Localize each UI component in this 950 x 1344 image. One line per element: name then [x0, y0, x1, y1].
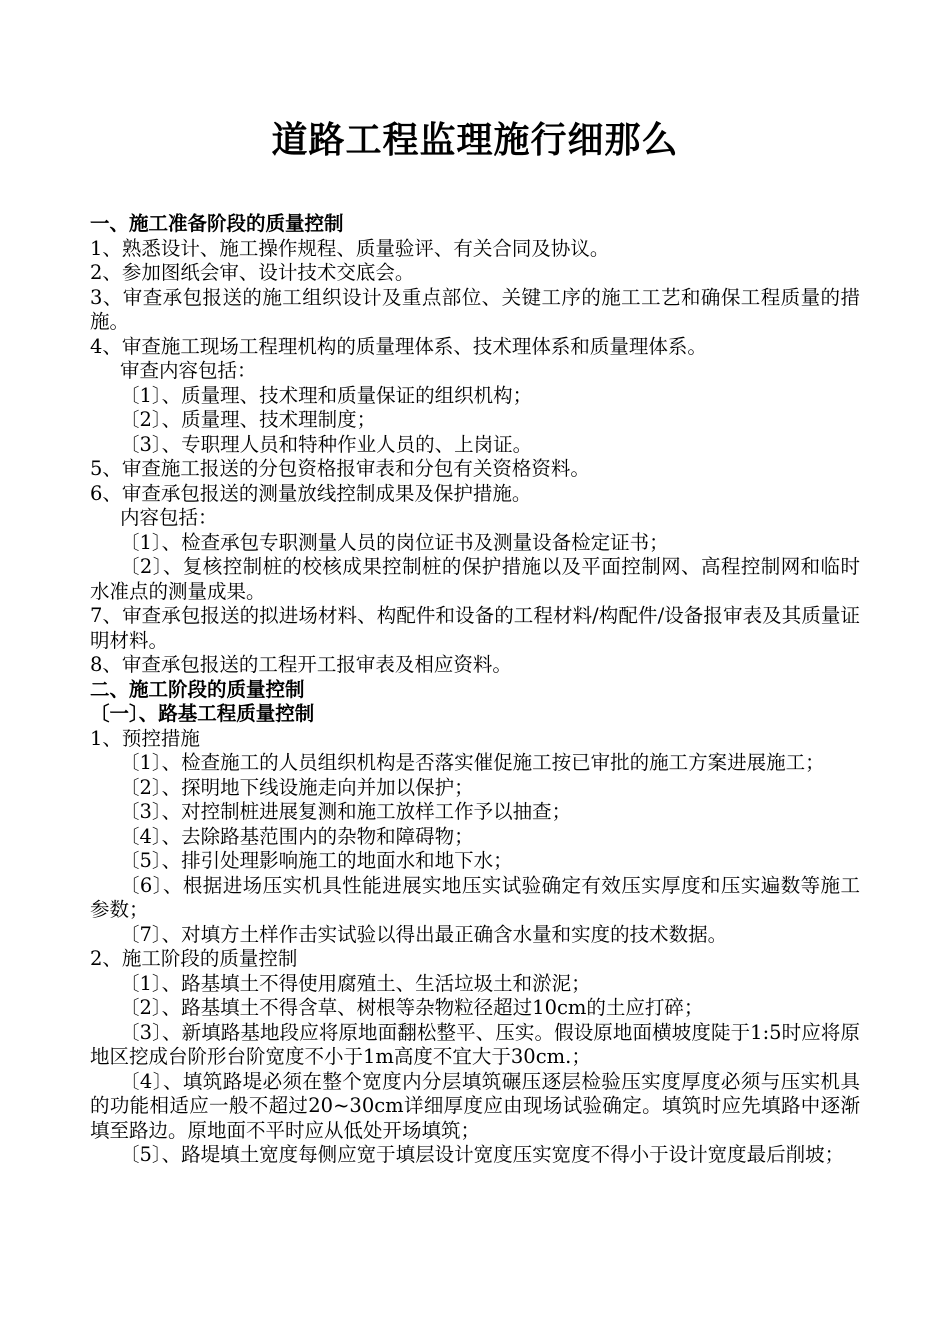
section-heading-construction: 二、施工阶段的质量控制: [90, 677, 305, 701]
list-item: 〔4〕、去除路基范围内的杂物和障碍物；: [120, 824, 474, 848]
list-item: 〔5〕、排引处理影响施工的地面水和地下水；: [120, 849, 513, 872]
list-item: 〔2〕、复核控制桩的校核成果控制桩的保护措施以及平面控制网、高程控制网和临时水准点的测量成果。: [90, 555, 860, 603]
list-item: 〔3〕、专职理人员和特种作业人员的、上岗证。: [120, 432, 533, 456]
list-item: 6、审查承包报送的测量放线控制成果及保护措施。: [90, 481, 532, 505]
list-item: 〔1〕、检查承包专职测量人员的岗位证书及测量设备检定证书；: [120, 530, 669, 554]
list-item: 〔2〕、质量理、技术理制度；: [120, 408, 377, 431]
list-item: 〔6〕、根据进场压实机具性能进展实地压实试验确定有效压实厚度和压实遍数等施工参数；: [90, 873, 860, 921]
list-item: 〔3〕、新填路基地段应将原地面翻松整平、压实。假设原地面横坡度陡于1:5时应将原地区挖成台阶形台阶宽度不小于1m高度不宜大于30cm.；: [90, 1020, 860, 1068]
list-item: 〔2〕、路基填土不得含草、树根等杂物粒径超过10cm的土应打碎；: [120, 996, 704, 1019]
list-item: 4、审查施工现场工程理机构的质量理体系、技术理体系和质量理体系。: [90, 334, 707, 358]
subsection-heading-roadbed: 〔一〕、路基工程质量控制: [90, 702, 315, 725]
list-item: 〔3〕、对控制桩进展复测和施工放样工作予以抽查；: [120, 800, 572, 823]
list-item: 8、审查承包报送的工程开工报审表及相应资料。: [90, 653, 512, 676]
list-item: 1、预控措施: [90, 726, 200, 750]
list-item: 〔1〕、质量理、技术理和质量保证的组织机构；: [120, 383, 533, 407]
list-item: 审查内容包括：: [120, 359, 257, 382]
document-title: 道路工程监理施行细那么: [271, 119, 679, 161]
list-item: 内容包括：: [120, 506, 218, 529]
document-body: [90, 212, 860, 1168]
list-item: 〔1〕、路基填土不得使用腐殖土、生活垃圾土和淤泥；: [120, 971, 591, 995]
list-item: 〔2〕、探明地下线设施走向并加以保护；: [120, 775, 474, 799]
list-item: 3、审查承包报送的施工组织设计及重点部位、关键工序的施工工艺和确保工程质量的措施。: [90, 285, 860, 333]
list-item: 2、施工阶段的质量控制: [90, 947, 298, 970]
list-item: 2、参加图纸会审、设计技术交底会。: [90, 261, 415, 284]
list-item: 〔7〕、对填方土样作击实试验以得出最正确含水量和实度的技术数据。: [120, 922, 728, 946]
list-item: 5、审查施工报送的分包资格报审表和分包有关资格资料。: [90, 457, 590, 480]
list-item: 〔1〕、检查施工的人员组织机构是否落实催促施工按已审批的施工方案进展施工；: [120, 751, 825, 774]
list-item: 〔5〕、路堤填土宽度每侧应宽于填层设计宽度压实宽度不得小于设计宽度最后削坡；: [120, 1143, 845, 1166]
list-item: 7、审查承包报送的拟进场材料、构配件和设备的工程材料/构配件/设备报审表及其质量证明材料。: [90, 604, 860, 652]
list-item: 1、熟悉设计、施工操作规程、质量验评、有关合同及协议。: [90, 236, 610, 260]
section-heading-preparation: 一、施工准备阶段的质量控制: [90, 212, 344, 235]
list-item: 〔4〕、填筑路堤必须在整个宽度内分层填筑碾压逐层检验压实度厚度必须与压实机具的功能相适应一般不超过20~30cm详细厚度应由现场试验确定。填筑时应先填路中逐渐填至路边。原地面不平时应从低处开场填筑；: [90, 1069, 860, 1142]
